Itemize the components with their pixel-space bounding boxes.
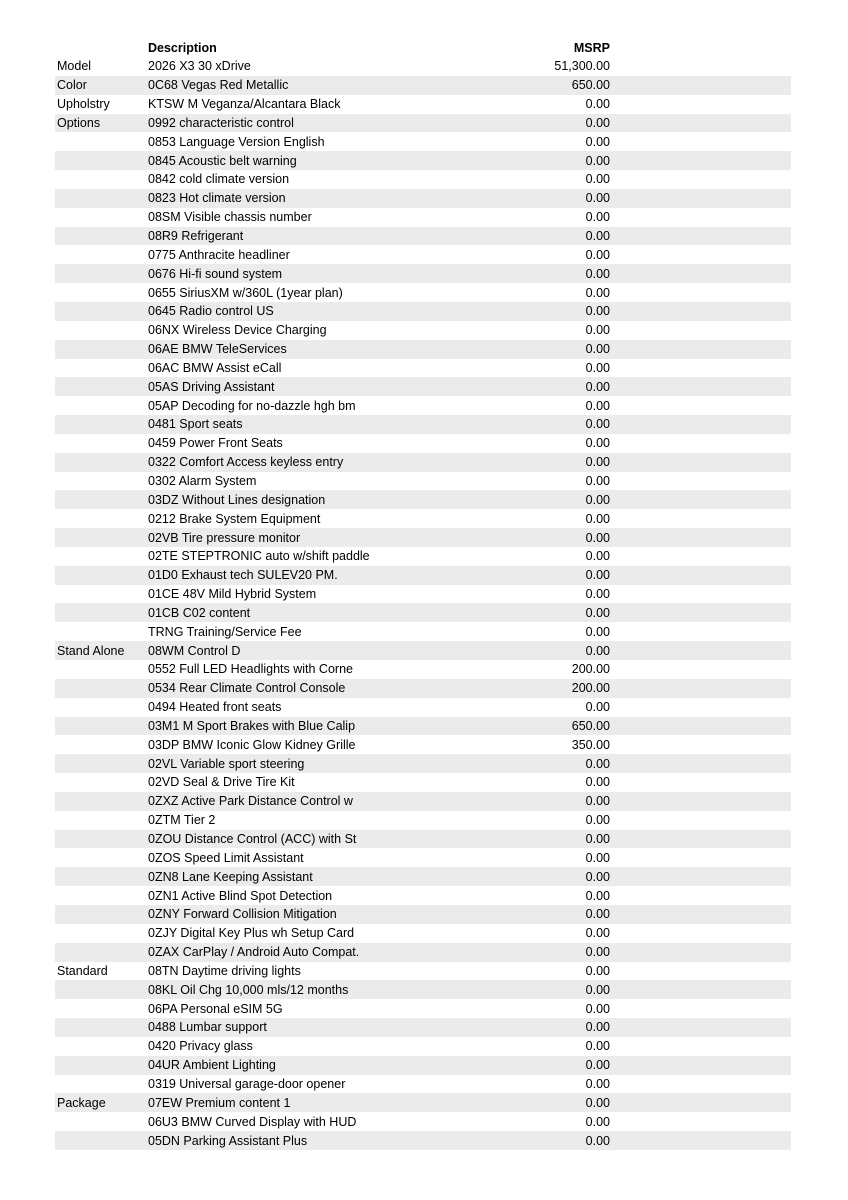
table-row bbox=[55, 735, 791, 754]
row-description: 02VB Tire pressure monitor bbox=[148, 530, 301, 545]
row-description: 03DP BMW Iconic Glow Kidney Grille bbox=[148, 737, 356, 752]
table-row bbox=[55, 830, 791, 849]
table-row bbox=[55, 151, 791, 170]
table-row bbox=[55, 264, 791, 283]
table-row bbox=[55, 1018, 791, 1037]
table-row bbox=[55, 641, 791, 660]
table-row bbox=[55, 905, 791, 924]
row-description: 0775 Anthracite headliner bbox=[148, 247, 290, 262]
table-row bbox=[55, 76, 791, 95]
table-row bbox=[55, 1056, 791, 1075]
row-msrp: 0.00 bbox=[585, 210, 610, 225]
row-description: 0302 Alarm System bbox=[148, 473, 257, 488]
table-row bbox=[55, 717, 791, 736]
row-msrp: 0.00 bbox=[585, 455, 610, 470]
row-msrp: 200.00 bbox=[571, 681, 610, 696]
row-description: 0322 Comfort Access keyless entry bbox=[148, 455, 344, 470]
table-row bbox=[55, 1131, 791, 1150]
row-description: 06NX Wireless Device Charging bbox=[148, 323, 327, 338]
row-msrp: 0.00 bbox=[585, 945, 610, 960]
row-msrp: 0.00 bbox=[585, 342, 610, 357]
row-msrp: 0.00 bbox=[585, 191, 610, 206]
row-description: 0ZN1 Active Blind Spot Detection bbox=[148, 888, 333, 903]
row-msrp: 0.00 bbox=[585, 813, 610, 828]
row-msrp: 0.00 bbox=[585, 1001, 610, 1016]
table-row bbox=[55, 1093, 791, 1112]
row-description: 0845 Acoustic belt warning bbox=[148, 153, 297, 168]
row-description: 06AE BMW TeleServices bbox=[148, 342, 287, 357]
row-description: 08R9 Refrigerant bbox=[148, 229, 244, 244]
table-row bbox=[55, 132, 791, 151]
row-description: 0C68 Vegas Red Metallic bbox=[148, 78, 289, 93]
header-msrp: MSRP bbox=[573, 40, 610, 55]
row-msrp: 0.00 bbox=[585, 285, 610, 300]
table-row bbox=[55, 114, 791, 133]
row-description: 0552 Full LED Headlights with Corne bbox=[148, 662, 353, 677]
row-msrp: 0.00 bbox=[585, 907, 610, 922]
row-msrp: 0.00 bbox=[585, 398, 610, 413]
row-description: 08SM Visible chassis number bbox=[148, 210, 312, 225]
table-row bbox=[55, 1037, 791, 1056]
table-row bbox=[55, 924, 791, 943]
row-msrp: 0.00 bbox=[585, 153, 610, 168]
row-description: 0488 Lumbar support bbox=[148, 1020, 267, 1035]
table-row bbox=[55, 434, 791, 453]
row-description: 07EW Premium content 1 bbox=[148, 1095, 291, 1110]
row-description: 0459 Power Front Seats bbox=[148, 436, 283, 451]
row-msrp: 0.00 bbox=[585, 1095, 610, 1110]
row-description: 0420 Privacy glass bbox=[148, 1039, 253, 1054]
row-description: 0ZJY Digital Key Plus wh Setup Card bbox=[148, 926, 355, 941]
row-description: 03M1 M Sport Brakes with Blue Calip bbox=[148, 718, 356, 733]
row-category: Package bbox=[57, 1095, 106, 1110]
table-row bbox=[55, 95, 791, 114]
row-description: 02TE STEPTRONIC auto w/shift paddle bbox=[148, 549, 370, 564]
row-msrp: 0.00 bbox=[585, 473, 610, 488]
row-description: 0ZOS Speed Limit Assistant bbox=[148, 850, 304, 865]
table-row bbox=[55, 245, 791, 264]
row-description: 02VD Seal & Drive Tire Kit bbox=[148, 775, 295, 790]
table-row bbox=[55, 754, 791, 773]
row-msrp: 0.00 bbox=[585, 247, 610, 262]
row-description: 06PA Personal eSIM 5G bbox=[148, 1001, 283, 1016]
table-row bbox=[55, 547, 791, 566]
row-description: 0ZXZ Active Park Distance Control w bbox=[148, 794, 353, 809]
row-msrp: 0.00 bbox=[585, 115, 610, 130]
row-description: 0853 Language Version English bbox=[148, 134, 325, 149]
row-category: Standard bbox=[57, 963, 108, 978]
row-msrp: 0.00 bbox=[585, 643, 610, 658]
table-row bbox=[55, 302, 791, 321]
row-msrp: 0.00 bbox=[585, 417, 610, 432]
row-msrp: 0.00 bbox=[585, 229, 610, 244]
row-msrp: 200.00 bbox=[571, 662, 610, 677]
row-description: 0992 characteristic control bbox=[148, 115, 294, 130]
table-row bbox=[55, 943, 791, 962]
row-description: 04UR Ambient Lighting bbox=[148, 1058, 276, 1073]
row-msrp: 0.00 bbox=[585, 888, 610, 903]
row-description: 0ZNY Forward Collision Mitigation bbox=[148, 907, 337, 922]
table-row bbox=[55, 1075, 791, 1094]
row-msrp: 0.00 bbox=[585, 982, 610, 997]
row-category: Stand Alone bbox=[57, 643, 125, 658]
spec-table-body bbox=[55, 57, 791, 1150]
row-description: 06AC BMW Assist eCall bbox=[148, 360, 282, 375]
row-msrp: 0.00 bbox=[585, 549, 610, 564]
row-description: 0ZOU Distance Control (ACC) with St bbox=[148, 832, 357, 847]
row-description: 05DN Parking Assistant Plus bbox=[148, 1133, 308, 1148]
table-row bbox=[55, 622, 791, 641]
row-description: 0494 Heated front seats bbox=[148, 700, 282, 715]
row-msrp: 0.00 bbox=[585, 756, 610, 771]
table-row bbox=[55, 208, 791, 227]
table-header-row bbox=[55, 38, 791, 57]
row-description: 01CB C02 content bbox=[148, 605, 251, 620]
row-msrp: 0.00 bbox=[585, 832, 610, 847]
table-row bbox=[55, 999, 791, 1018]
row-msrp: 51,300.00 bbox=[554, 59, 610, 74]
row-description: 01D0 Exhaust tech SULEV20 PM. bbox=[148, 568, 338, 583]
table-row bbox=[55, 848, 791, 867]
table-row bbox=[55, 453, 791, 472]
table-row bbox=[55, 189, 791, 208]
vehicle-spec-table bbox=[55, 38, 791, 1150]
table-row bbox=[55, 792, 791, 811]
row-msrp: 0.00 bbox=[585, 360, 610, 375]
row-msrp: 0.00 bbox=[585, 1076, 610, 1091]
row-msrp: 0.00 bbox=[585, 1114, 610, 1129]
row-description: 0676 Hi-fi sound system bbox=[148, 266, 283, 281]
table-row bbox=[55, 359, 791, 378]
row-description: TRNG Training/Service Fee bbox=[148, 624, 302, 639]
table-row bbox=[55, 396, 791, 415]
row-description: 01CE 48V Mild Hybrid System bbox=[148, 587, 317, 602]
row-description: 0481 Sport seats bbox=[148, 417, 243, 432]
row-msrp: 0.00 bbox=[585, 1039, 610, 1054]
row-description: 06U3 BMW Curved Display with HUD bbox=[148, 1114, 357, 1129]
table-row bbox=[55, 886, 791, 905]
table-row bbox=[55, 377, 791, 396]
row-msrp: 0.00 bbox=[585, 587, 610, 602]
table-row bbox=[55, 585, 791, 604]
table-row bbox=[55, 566, 791, 585]
table-row bbox=[55, 528, 791, 547]
row-msrp: 650.00 bbox=[571, 78, 610, 93]
row-description: 08KL Oil Chg 10,000 mls/12 months bbox=[148, 982, 349, 997]
row-description: 02VL Variable sport steering bbox=[148, 756, 305, 771]
row-msrp: 0.00 bbox=[585, 492, 610, 507]
row-description: 05AS Driving Assistant bbox=[148, 379, 275, 394]
row-description: 03DZ Without Lines designation bbox=[148, 492, 326, 507]
row-description: 08TN Daytime driving lights bbox=[148, 963, 301, 978]
row-msrp: 0.00 bbox=[585, 605, 610, 620]
table-row bbox=[55, 980, 791, 999]
table-row bbox=[55, 867, 791, 886]
table-row bbox=[55, 660, 791, 679]
row-category: Color bbox=[57, 78, 87, 93]
row-msrp: 0.00 bbox=[585, 511, 610, 526]
row-description: 0842 cold climate version bbox=[148, 172, 290, 187]
row-msrp: 0.00 bbox=[585, 869, 610, 884]
row-description: 0655 SiriusXM w/360L (1year plan) bbox=[148, 285, 343, 300]
table-row bbox=[55, 472, 791, 491]
table-row bbox=[55, 962, 791, 981]
table-row bbox=[55, 415, 791, 434]
table-row bbox=[55, 283, 791, 302]
row-category: Options bbox=[57, 115, 101, 130]
row-msrp: 0.00 bbox=[585, 304, 610, 319]
row-msrp: 350.00 bbox=[571, 737, 610, 752]
row-msrp: 0.00 bbox=[585, 794, 610, 809]
row-msrp: 0.00 bbox=[585, 850, 610, 865]
table-row bbox=[55, 490, 791, 509]
row-description: 0534 Rear Climate Control Console bbox=[148, 681, 346, 696]
row-description: 0ZN8 Lane Keeping Assistant bbox=[148, 869, 313, 884]
row-description: 0ZAX CarPlay / Android Auto Compat. bbox=[148, 945, 360, 960]
row-description: 0319 Universal garage-door opener bbox=[148, 1076, 346, 1091]
row-msrp: 0.00 bbox=[585, 436, 610, 451]
row-description: 08WM Control D bbox=[148, 643, 241, 658]
row-msrp: 0.00 bbox=[585, 1133, 610, 1148]
row-msrp: 0.00 bbox=[585, 323, 610, 338]
row-description: KTSW M Veganza/Alcantara Black bbox=[148, 97, 341, 112]
row-msrp: 0.00 bbox=[585, 97, 610, 112]
row-msrp: 0.00 bbox=[585, 624, 610, 639]
table-row bbox=[55, 170, 791, 189]
row-msrp: 0.00 bbox=[585, 134, 610, 149]
row-category: Model bbox=[57, 59, 92, 74]
row-msrp: 0.00 bbox=[585, 926, 610, 941]
row-category: Upholstry bbox=[57, 97, 110, 112]
table-row bbox=[55, 321, 791, 340]
table-row bbox=[55, 811, 791, 830]
table-row bbox=[55, 698, 791, 717]
table-row bbox=[55, 227, 791, 246]
table-row bbox=[55, 340, 791, 359]
table-row bbox=[55, 509, 791, 528]
table-row bbox=[55, 773, 791, 792]
table-row bbox=[55, 1112, 791, 1131]
row-description: 0ZTM Tier 2 bbox=[148, 813, 216, 828]
row-description: 0212 Brake System Equipment bbox=[148, 511, 321, 526]
row-msrp: 650.00 bbox=[571, 718, 610, 733]
row-msrp: 0.00 bbox=[585, 172, 610, 187]
row-msrp: 0.00 bbox=[585, 1058, 610, 1073]
row-description: 0823 Hot climate version bbox=[148, 191, 286, 206]
row-msrp: 0.00 bbox=[585, 266, 610, 281]
header-description: Description bbox=[148, 40, 217, 55]
table-row bbox=[55, 603, 791, 622]
row-msrp: 0.00 bbox=[585, 775, 610, 790]
row-msrp: 0.00 bbox=[585, 568, 610, 583]
row-description: 0645 Radio control US bbox=[148, 304, 274, 319]
row-msrp: 0.00 bbox=[585, 530, 610, 545]
row-msrp: 0.00 bbox=[585, 379, 610, 394]
table-row bbox=[55, 57, 791, 76]
table-row bbox=[55, 679, 791, 698]
row-description: 2026 X3 30 xDrive bbox=[148, 59, 251, 74]
row-msrp: 0.00 bbox=[585, 1020, 610, 1035]
row-description: 05AP Decoding for no-dazzle hgh bm bbox=[148, 398, 356, 413]
row-msrp: 0.00 bbox=[585, 963, 610, 978]
row-msrp: 0.00 bbox=[585, 700, 610, 715]
